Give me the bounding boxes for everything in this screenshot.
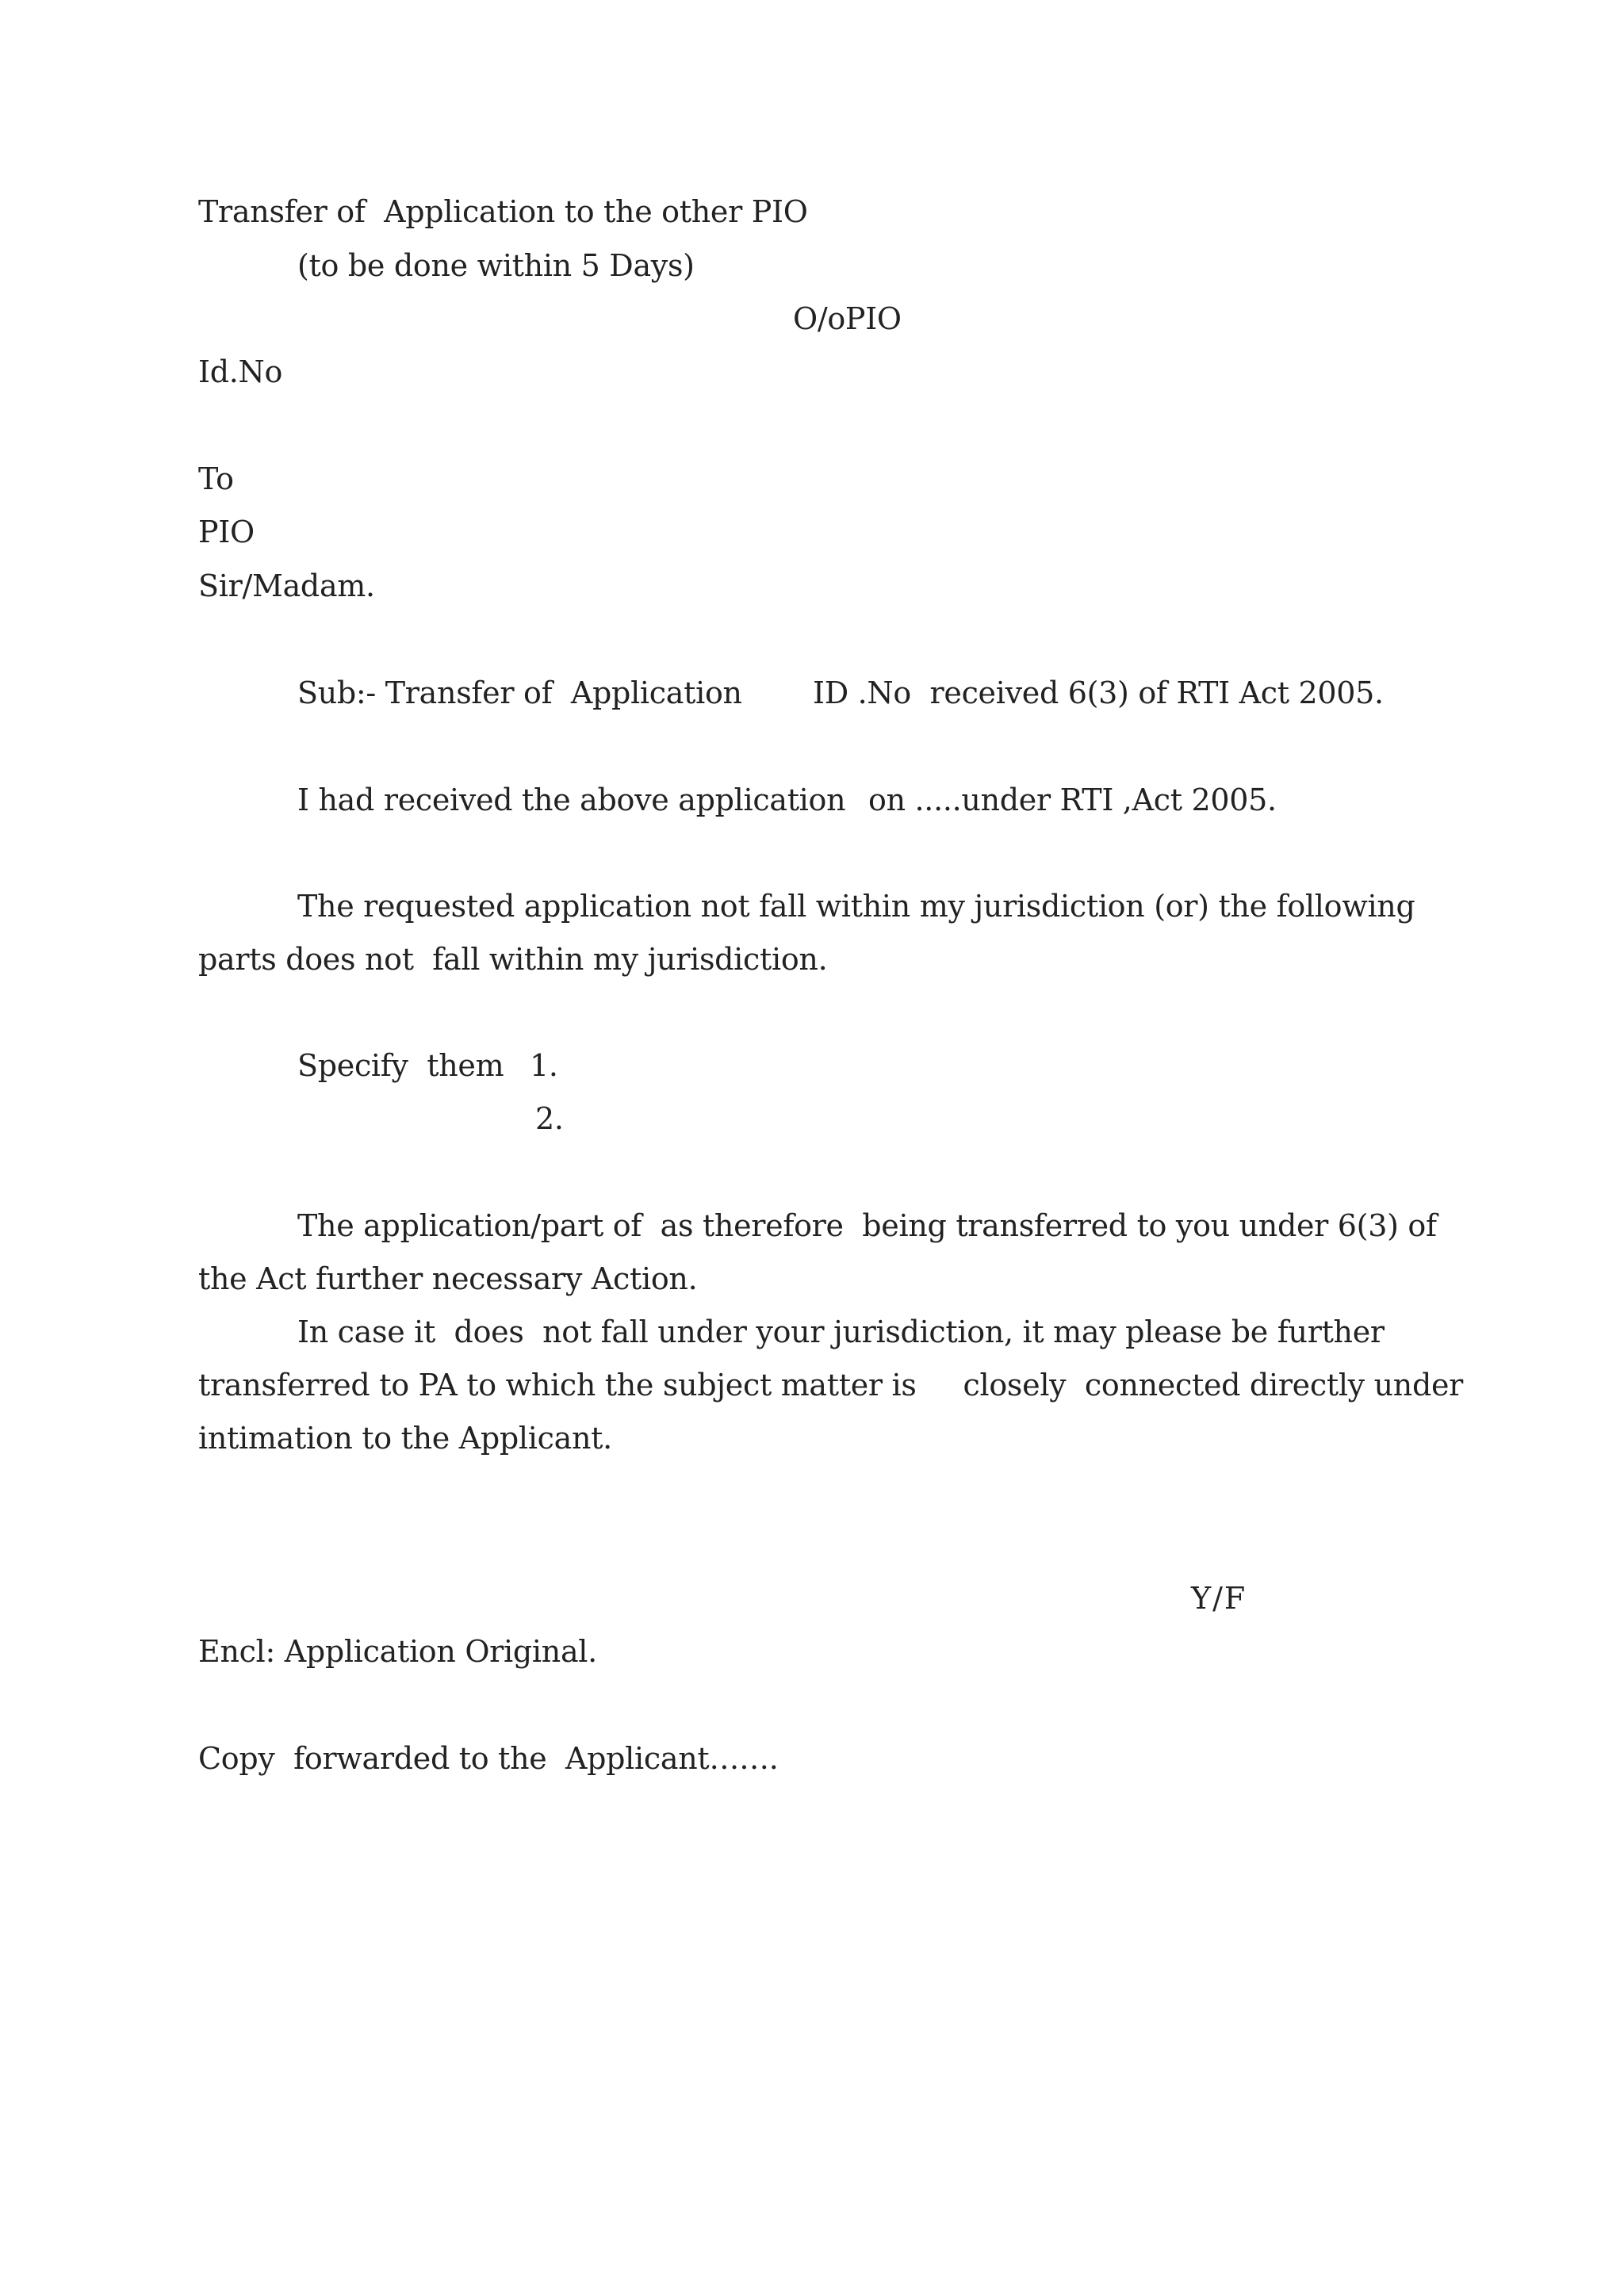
enclosure-note: Encl: Application Original.: [198, 1634, 597, 1669]
specify-label: Specify them: [297, 1048, 504, 1083]
specify-item-1: 1.: [530, 1048, 558, 1083]
signature-mark: Y/F: [1191, 1581, 1247, 1616]
further-transfer-line-3: intimation to the Applicant.: [198, 1421, 612, 1456]
specify-item-2: 2.: [535, 1101, 564, 1136]
subject-prefix: Sub:- Transfer of Application: [297, 675, 742, 710]
copy-forwarded-note: Copy forwarded to the Applicant…….: [198, 1741, 779, 1776]
document-title: Transfer of Application to the other PIO: [198, 194, 808, 229]
further-transfer-line-1: In case it does not fall under your jurisdiction, it may please be further: [297, 1314, 1385, 1349]
office-label: O/oPIO: [793, 301, 902, 336]
jurisdiction-line-1: The requested application not fall within my jurisdiction (or) the following: [297, 889, 1415, 924]
jurisdiction-line-2: parts does not fall within my jurisdiction.: [198, 942, 828, 977]
timeline-note: (to be done within 5 Days): [297, 248, 695, 283]
salutation: Sir/Madam.: [198, 568, 375, 603]
receipt-prefix: I had received the above application: [297, 783, 846, 817]
addressee-to: To: [198, 461, 234, 496]
id-label: Id.No: [198, 354, 283, 389]
transfer-line-1: The application/part of as therefore being transferred to you under 6(3) of: [297, 1208, 1437, 1243]
addressee-recipient: PIO: [198, 515, 255, 549]
transfer-line-2: the Act further necessary Action.: [198, 1261, 698, 1296]
receipt-suffix: on .....under RTI ,Act 2005.: [868, 783, 1277, 817]
subject-suffix: ID .No received 6(3) of RTI Act 2005.: [813, 675, 1384, 710]
further-transfer-line-2: transferred to PA to which the subject matter is closely connected directly under: [198, 1368, 1464, 1402]
